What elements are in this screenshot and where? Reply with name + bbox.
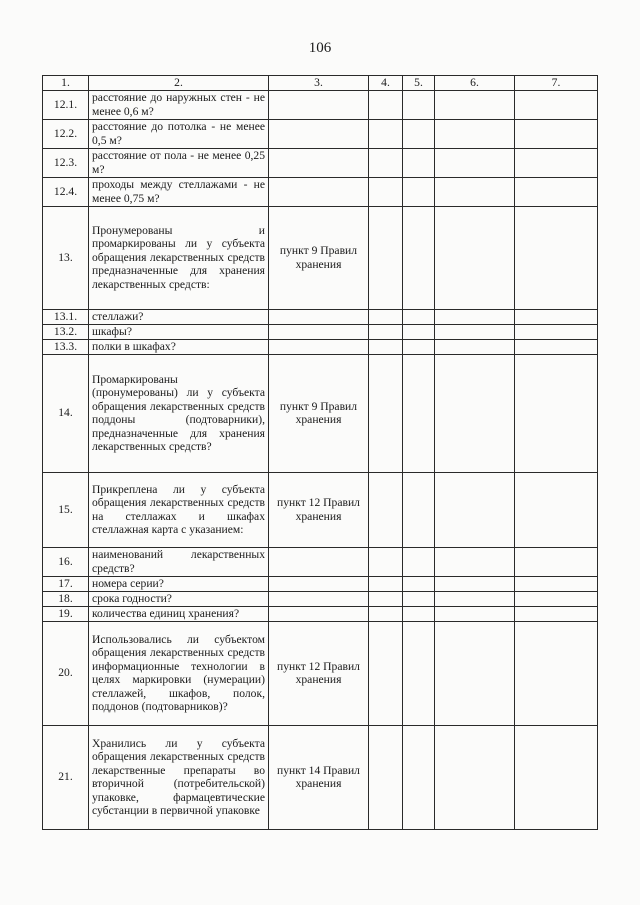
- answer-cell[interactable]: [515, 119, 598, 148]
- item-reference: [269, 148, 369, 177]
- item-number: 14.: [43, 354, 89, 472]
- answer-cell[interactable]: [403, 621, 435, 725]
- item-number: 12.4.: [43, 177, 89, 206]
- item-question: шкафы?: [89, 324, 269, 339]
- item-number: 21.: [43, 725, 89, 829]
- answer-cell[interactable]: [435, 354, 515, 472]
- column-header: 6.: [435, 76, 515, 91]
- answer-cell[interactable]: [369, 576, 403, 591]
- answer-cell[interactable]: [435, 309, 515, 324]
- table-row: [43, 606, 598, 621]
- table-row: [43, 547, 598, 576]
- item-reference: пункт 9 Правил хранения: [269, 206, 369, 309]
- answer-cell[interactable]: [435, 725, 515, 829]
- item-number: 13.: [43, 206, 89, 309]
- item-question: расстояние до наружных стен - не менее 0,6 м?: [89, 90, 269, 119]
- answer-cell[interactable]: [403, 206, 435, 309]
- item-number: 12.2.: [43, 119, 89, 148]
- answer-cell[interactable]: [403, 119, 435, 148]
- table-row: [43, 309, 598, 324]
- item-question: количества единиц хранения?: [89, 606, 269, 621]
- item-number: 12.3.: [43, 148, 89, 177]
- table-row: [43, 591, 598, 606]
- answer-cell[interactable]: [403, 725, 435, 829]
- answer-cell[interactable]: [515, 725, 598, 829]
- answer-cell[interactable]: [403, 547, 435, 576]
- answer-cell[interactable]: [515, 339, 598, 354]
- item-number: 13.2.: [43, 324, 89, 339]
- answer-cell[interactable]: [435, 591, 515, 606]
- answer-cell[interactable]: [435, 119, 515, 148]
- answer-cell[interactable]: [369, 324, 403, 339]
- item-question: Использовались ли субъектом обращения лекарственных средств информационные технологии в целях маркировки (нумерации) стеллажей, шкафов, полок, поддонов (подтоварников)?: [89, 621, 269, 725]
- column-header: 1.: [43, 76, 89, 91]
- item-number: 12.1.: [43, 90, 89, 119]
- answer-cell[interactable]: [369, 90, 403, 119]
- table-row: [43, 177, 598, 206]
- item-question: полки в шкафах?: [89, 339, 269, 354]
- answer-cell[interactable]: [369, 309, 403, 324]
- table-row: [43, 472, 598, 547]
- answer-cell[interactable]: [435, 148, 515, 177]
- answer-cell[interactable]: [403, 354, 435, 472]
- answer-cell[interactable]: [435, 339, 515, 354]
- item-question: номера серии?: [89, 576, 269, 591]
- item-question: расстояние до потолка - не менее 0,5 м?: [89, 119, 269, 148]
- item-reference: [269, 119, 369, 148]
- item-question: Пронумерованы и промаркированы ли у субъекта обращения лекарственных средств предназначенные для хранения лекарственных средств:: [89, 206, 269, 309]
- answer-cell[interactable]: [435, 324, 515, 339]
- table-row: [43, 339, 598, 354]
- answer-cell[interactable]: [369, 621, 403, 725]
- column-header: 2.: [89, 76, 269, 91]
- item-question: Прикреплена ли у субъекта обращения лекарственных средств на стеллажах и шкафах стеллажная карта с указанием:: [89, 472, 269, 547]
- answer-cell[interactable]: [435, 472, 515, 547]
- column-header: 7.: [515, 76, 598, 91]
- item-reference: пункт 14 Правил хранения: [269, 725, 369, 829]
- page-number: 106: [308, 40, 332, 56]
- item-number: 17.: [43, 576, 89, 591]
- item-reference: [269, 606, 369, 621]
- item-question: проходы между стеллажами - не менее 0,75 м?: [89, 177, 269, 206]
- answer-cell[interactable]: [515, 206, 598, 309]
- item-reference: [269, 591, 369, 606]
- answer-cell[interactable]: [369, 547, 403, 576]
- answer-cell[interactable]: [403, 576, 435, 591]
- answer-cell[interactable]: [403, 591, 435, 606]
- column-header: 3.: [269, 76, 369, 91]
- answer-cell[interactable]: [515, 472, 598, 547]
- item-reference: [269, 339, 369, 354]
- checklist-table: [42, 75, 598, 830]
- table-row: [43, 354, 598, 472]
- answer-cell[interactable]: [435, 90, 515, 119]
- item-reference: [269, 547, 369, 576]
- answer-cell[interactable]: [403, 148, 435, 177]
- item-question: Хранились ли у субъекта обращения лекарственных средств лекарственные препараты во вторичной (потребительской) упаковке, фармацевтические субстанции в первичной упаковке: [89, 725, 269, 829]
- answer-cell[interactable]: [403, 309, 435, 324]
- table-row: [43, 148, 598, 177]
- answer-cell[interactable]: [369, 148, 403, 177]
- answer-cell[interactable]: [369, 591, 403, 606]
- item-question: Промаркированы (пронумерованы) ли у субъекта обращения лекарственных средств поддоны (подтоварники), предназначенные для хранения лекарственных средств?: [89, 354, 269, 472]
- answer-cell[interactable]: [369, 472, 403, 547]
- answer-cell[interactable]: [515, 177, 598, 206]
- answer-cell[interactable]: [435, 547, 515, 576]
- answer-cell[interactable]: [515, 148, 598, 177]
- answer-cell[interactable]: [369, 606, 403, 621]
- item-reference: [269, 576, 369, 591]
- answer-cell[interactable]: [369, 725, 403, 829]
- answer-cell[interactable]: [369, 177, 403, 206]
- answer-cell[interactable]: [369, 339, 403, 354]
- item-number: 19.: [43, 606, 89, 621]
- answer-cell[interactable]: [403, 177, 435, 206]
- table-row: [43, 576, 598, 591]
- answer-cell[interactable]: [403, 324, 435, 339]
- item-number: 16.: [43, 547, 89, 576]
- answer-cell[interactable]: [515, 90, 598, 119]
- item-reference: [269, 324, 369, 339]
- item-question: расстояние от пола - не менее 0,25 м?: [89, 148, 269, 177]
- item-reference: [269, 309, 369, 324]
- answer-cell[interactable]: [515, 576, 598, 591]
- answer-cell[interactable]: [369, 206, 403, 309]
- item-question: стеллажи?: [89, 309, 269, 324]
- answer-cell[interactable]: [515, 324, 598, 339]
- answer-cell[interactable]: [369, 119, 403, 148]
- answer-cell[interactable]: [515, 591, 598, 606]
- item-number: 18.: [43, 591, 89, 606]
- answer-cell[interactable]: [435, 177, 515, 206]
- item-number: 20.: [43, 621, 89, 725]
- answer-cell[interactable]: [403, 339, 435, 354]
- answer-cell[interactable]: [515, 354, 598, 472]
- answer-cell[interactable]: [515, 621, 598, 725]
- answer-cell[interactable]: [435, 621, 515, 725]
- answer-cell[interactable]: [369, 354, 403, 472]
- answer-cell[interactable]: [515, 547, 598, 576]
- table-row: [43, 725, 598, 829]
- answer-cell[interactable]: [435, 576, 515, 591]
- item-number: 13.3.: [43, 339, 89, 354]
- item-reference: пункт 12 Правил хранения: [269, 472, 369, 547]
- table-row: [43, 90, 598, 119]
- answer-cell[interactable]: [403, 606, 435, 621]
- table-row: [43, 119, 598, 148]
- item-reference: [269, 90, 369, 119]
- table-row: [43, 206, 598, 309]
- answer-cell[interactable]: [515, 309, 598, 324]
- item-reference: пункт 9 Правил хранения: [269, 354, 369, 472]
- answer-cell[interactable]: [403, 472, 435, 547]
- column-header: 4.: [369, 76, 403, 91]
- item-reference: пункт 12 Правил хранения: [269, 621, 369, 725]
- answer-cell[interactable]: [403, 90, 435, 119]
- item-question: наименований лекарственных средств?: [89, 547, 269, 576]
- item-question: срока годности?: [89, 591, 269, 606]
- item-number: 15.: [43, 472, 89, 547]
- answer-cell[interactable]: [435, 206, 515, 309]
- table-row: [43, 324, 598, 339]
- table-row: [43, 621, 598, 725]
- header-row: [43, 76, 598, 91]
- column-header: 5.: [403, 76, 435, 91]
- answer-cell[interactable]: [435, 606, 515, 621]
- answer-cell[interactable]: [515, 606, 598, 621]
- item-number: 13.1.: [43, 309, 89, 324]
- item-reference: [269, 177, 369, 206]
